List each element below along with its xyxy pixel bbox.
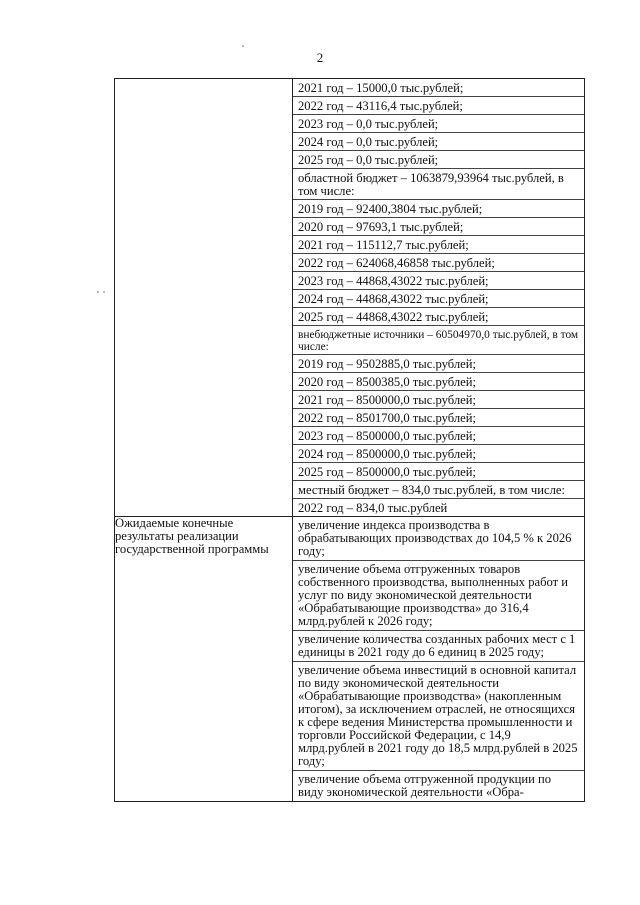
regional-budget-header: областной бюджет – 1063879,93964 тыс.рублей, в том числе: [293, 169, 584, 200]
results-row [115, 517, 585, 802]
result-item: увеличение объема отгруженных товаров собственного производства, выполненных работ и услуг по виду экономической деятельности «Обрабатывающие производства» до 316,4 млрд.рублей к 2026 году; [293, 561, 584, 631]
scan-artifact [97, 291, 99, 293]
financing-line: 2024 год – 44868,43022 тыс.рублей; [293, 290, 584, 308]
financing-line: 2022 год – 624068,46858 тыс.рублей; [293, 254, 584, 272]
financing-line: 2024 год – 8500000,0 тыс.рублей; [293, 445, 584, 463]
local-budget-header: местный бюджет – 834,0 тыс.рублей, в том числе: [293, 481, 584, 499]
financing-line: 2022 год – 43116,4 тыс.рублей; [293, 97, 584, 115]
financing-line: 2020 год – 8500385,0 тыс.рублей; [293, 373, 584, 391]
financing-line: 2019 год – 92400,3804 тыс.рублей; [293, 200, 584, 218]
scan-artifact [103, 291, 105, 293]
financing-line: 2021 год – 115112,7 тыс.рублей; [293, 236, 584, 254]
financing-line: 2025 год – 44868,43022 тыс.рублей; [293, 308, 584, 326]
financing-line: 2019 год – 9502885,0 тыс.рублей; [293, 355, 584, 373]
financing-line: 2021 год – 15000,0 тыс.рублей; [293, 79, 584, 97]
financing-row [115, 79, 585, 517]
result-item: увеличение объема отгруженной продукции по виду экономической деятельности «Обра- [298, 772, 552, 799]
results-label: Ожидаемые конечные результаты реализации государственной программы [115, 517, 293, 802]
financing-line: 2024 год – 0,0 тыс.рублей; [293, 133, 584, 151]
page-number: 2 [316, 50, 324, 65]
financing-value-cell [293, 79, 585, 517]
result-item: увеличение объема инвестиций в основной капитал по виду экономической деятельности «Обрабатывающие производства» (накопленным итогом), за исключением отраслей, не относящихся к сфере ведения Министерства промышленности и торговли Российской Федерации, с 14,9 млрд.рублей в 2021 году до 18,5 млрд.рублей в 2025 году; [293, 662, 584, 771]
scan-artifact [242, 45, 244, 47]
results-value-cell [293, 517, 585, 802]
financing-line: 2020 год – 97693,1 тыс.рублей; [293, 218, 584, 236]
financing-label-cell [115, 79, 293, 517]
result-item: увеличение индекса производства в обрабатывающих производствах до 104,5 % к 2026 году; [293, 517, 584, 561]
result-item: увеличение количества созданных рабочих мест с 1 единицы в 2021 году до 6 единиц в 2025 году; [293, 631, 584, 662]
financing-line: 2025 год – 0,0 тыс.рублей; [293, 151, 584, 169]
financing-line: 2021 год – 8500000,0 тыс.рублей; [293, 391, 584, 409]
financing-line: 2023 год – 8500000,0 тыс.рублей; [293, 427, 584, 445]
extrabudgetary-header: внебюджетные источники – 60504970,0 тыс.рублей, в том числе: [293, 326, 584, 355]
financing-line: 2022 год – 834,0 тыс.рублей [298, 501, 448, 515]
financing-line: 2022 год – 8501700,0 тыс.рублей; [293, 409, 584, 427]
program-passport-table [114, 78, 585, 802]
financing-line: 2025 год – 8500000,0 тыс.рублей; [293, 463, 584, 481]
financing-line: 2023 год – 44868,43022 тыс.рублей; [293, 272, 584, 290]
financing-line: 2023 год – 0,0 тыс.рублей; [293, 115, 584, 133]
